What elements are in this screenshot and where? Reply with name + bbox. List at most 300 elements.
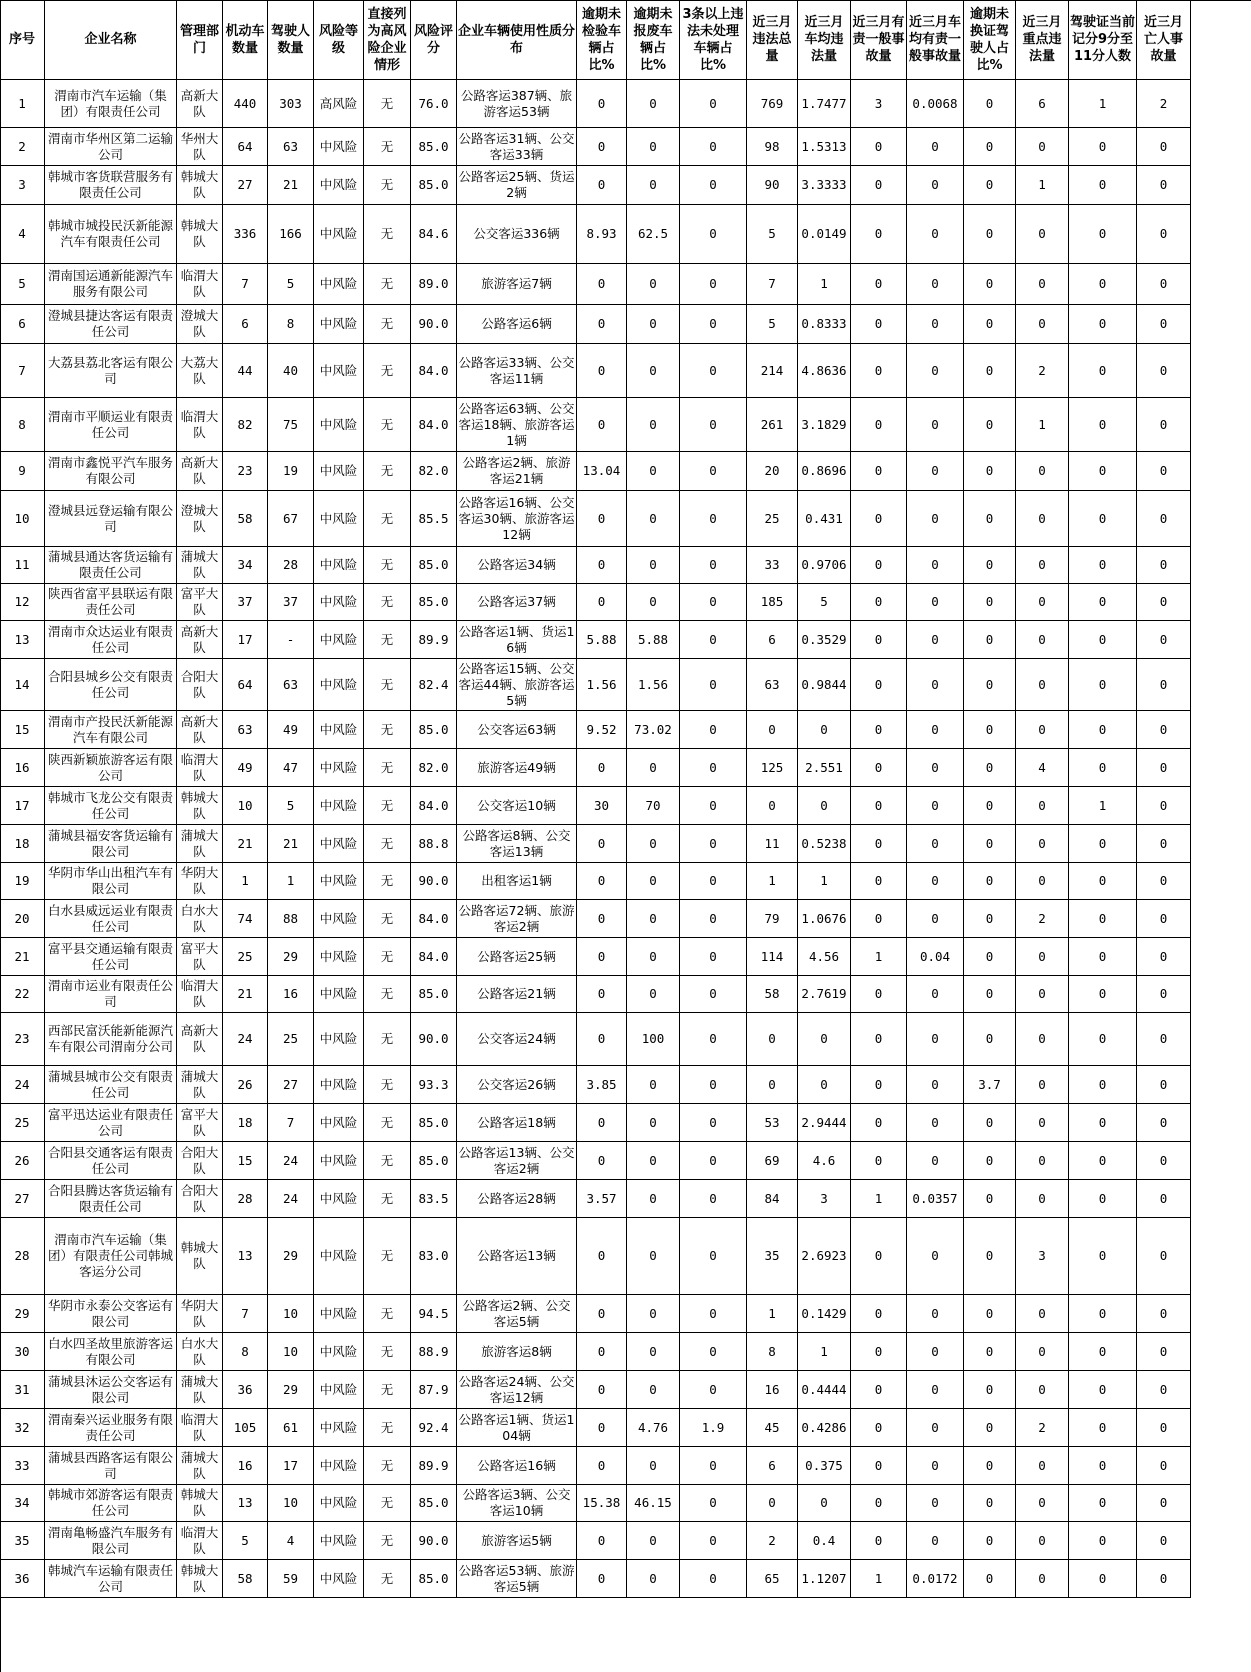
hdr-points-9-11-header: 驾驶证当前记分9分至11分人数 — [1069, 0, 1137, 80]
table-cell-accidents: 1 — [851, 1180, 907, 1218]
hdr-risk-score-header: 风险评分 — [411, 0, 457, 80]
table-cell-violations-total: 84 — [747, 1180, 798, 1218]
table-cell-risk-score: 85.0 — [411, 128, 457, 166]
table-cell-unhandled-violations: 0 — [680, 1447, 747, 1485]
table-cell-points-9-11: 0 — [1069, 128, 1137, 166]
hdr-vehicles-header: 机动车数量 — [223, 0, 268, 80]
table-cell-seq: 2 — [0, 128, 45, 166]
table-cell-usage: 公路客运2辆、公交客运5辆 — [457, 1295, 577, 1333]
table-cell-violations-per-vehicle: 1.1207 — [798, 1560, 851, 1598]
table-cell-overdue-inspection: 0 — [577, 1447, 627, 1485]
table-cell-points-9-11: 0 — [1069, 452, 1137, 491]
hdr-violations-total-header: 近三月违法总量 — [747, 0, 798, 80]
table-cell-seq: 22 — [0, 976, 45, 1013]
table-cell-key-violations: 4 — [1016, 749, 1069, 787]
table-cell-risk-level: 中风险 — [314, 825, 364, 863]
table-cell-fatal-accidents: 0 — [1137, 584, 1191, 621]
table-cell-overdue-license: 0 — [964, 80, 1016, 128]
hdr-violations-per-vehicle-header: 近三月车均违法量 — [798, 0, 851, 80]
table-cell-drivers: 19 — [268, 452, 314, 491]
table-cell-risk-level: 中风险 — [314, 452, 364, 491]
table-cell-violations-total: 0 — [747, 1485, 798, 1522]
table-cell-risk-level: 中风险 — [314, 1333, 364, 1371]
table-cell-unhandled-violations: 0 — [680, 205, 747, 264]
table-cell-dept: 华州大队 — [177, 128, 223, 166]
table-cell-fatal-accidents: 0 — [1137, 1013, 1191, 1066]
table-cell-usage: 公路客运37辆 — [457, 584, 577, 621]
table-cell-vehicles: 21 — [223, 825, 268, 863]
table-cell-drivers: 37 — [268, 584, 314, 621]
hdr-unhandled-violations-header: 3条以上违法未处理车辆占比% — [680, 0, 747, 80]
table-cell-key-violations: 0 — [1016, 264, 1069, 305]
table-cell-usage: 公路客运16辆、公交客运30辆、旅游客运12辆 — [457, 491, 577, 547]
table-cell-unhandled-violations: 0 — [680, 749, 747, 787]
table-cell-fatal-accidents: 0 — [1137, 1522, 1191, 1560]
table-cell-unhandled-violations: 0 — [680, 264, 747, 305]
table-cell-violations-per-vehicle: 4.56 — [798, 938, 851, 976]
table-cell-overdue-license: 0 — [964, 659, 1016, 711]
table-cell-overdue-license: 0 — [964, 863, 1016, 900]
table-cell-fatal-accidents: 0 — [1137, 1104, 1191, 1142]
table-cell-overdue-scrap: 0 — [627, 491, 680, 547]
table-cell-overdue-scrap: 0 — [627, 1104, 680, 1142]
table-cell-key-violations: 0 — [1016, 1371, 1069, 1409]
table-cell-accidents-per-vehicle: 0.0172 — [907, 1560, 964, 1598]
table-cell-risk-level: 中风险 — [314, 621, 364, 659]
table-cell-violations-total: 53 — [747, 1104, 798, 1142]
table-cell-accidents-per-vehicle: 0 — [907, 1485, 964, 1522]
table-cell-seq: 7 — [0, 344, 45, 398]
table-cell-seq: 26 — [0, 1142, 45, 1180]
hdr-dept-header: 管理部门 — [177, 0, 223, 80]
table-cell-seq: 23 — [0, 1013, 45, 1066]
table-cell-overdue-license: 0 — [964, 264, 1016, 305]
table-cell-dept: 高新大队 — [177, 452, 223, 491]
table-cell-key-violations: 0 — [1016, 452, 1069, 491]
table-cell-violations-total: 7 — [747, 264, 798, 305]
table-cell-key-violations: 0 — [1016, 659, 1069, 711]
table-cell-seq: 31 — [0, 1371, 45, 1409]
table-cell-accidents: 0 — [851, 1142, 907, 1180]
table-cell-violations-per-vehicle: 5 — [798, 584, 851, 621]
table-cell-vehicles: 26 — [223, 1066, 268, 1104]
table-cell-violations-per-vehicle: 4.8636 — [798, 344, 851, 398]
table-cell-key-violations: 0 — [1016, 1560, 1069, 1598]
table-cell-risk-level: 中风险 — [314, 1066, 364, 1104]
table-cell-risk-level: 中风险 — [314, 711, 364, 749]
table-cell-drivers: 63 — [268, 659, 314, 711]
table-cell-fatal-accidents: 0 — [1137, 1371, 1191, 1409]
table-cell-risk-level: 中风险 — [314, 547, 364, 584]
table-cell-company: 韩城市郊游客运有限责任公司 — [45, 1485, 177, 1522]
table-cell-dept: 蒲城大队 — [177, 825, 223, 863]
table-cell-fatal-accidents: 0 — [1137, 900, 1191, 938]
table-cell-overdue-scrap: 0 — [627, 1333, 680, 1371]
table-cell-vehicles: 8 — [223, 1333, 268, 1371]
table-cell-key-violations: 0 — [1016, 1104, 1069, 1142]
table-cell-risk-level: 中风险 — [314, 1104, 364, 1142]
table-cell-seq: 5 — [0, 264, 45, 305]
table-cell-unhandled-violations: 0 — [680, 398, 747, 452]
table-cell-unhandled-violations: 0 — [680, 1180, 747, 1218]
table-cell-accidents: 0 — [851, 863, 907, 900]
table-cell-dept: 富平大队 — [177, 938, 223, 976]
table-cell-accidents-per-vehicle: 0 — [907, 547, 964, 584]
table-cell-violations-per-vehicle: 2.551 — [798, 749, 851, 787]
table-cell-usage: 公路客运15辆、公交客运44辆、旅游客运5辆 — [457, 659, 577, 711]
table-cell-overdue-license: 0 — [964, 584, 1016, 621]
table-cell-overdue-license: 0 — [964, 344, 1016, 398]
table-cell-points-9-11: 0 — [1069, 1522, 1137, 1560]
table-cell-direct-high-risk: 无 — [364, 1142, 411, 1180]
table-cell-risk-level: 中风险 — [314, 1447, 364, 1485]
table-cell-overdue-scrap: 0 — [627, 1295, 680, 1333]
table-cell-usage: 公路客运1辆、货运16辆 — [457, 621, 577, 659]
table-cell-overdue-scrap: 0 — [627, 305, 680, 344]
table-cell-vehicles: 15 — [223, 1142, 268, 1180]
table-cell-overdue-license: 0 — [964, 1485, 1016, 1522]
table-cell-drivers: 7 — [268, 1104, 314, 1142]
table-cell-unhandled-violations: 0 — [680, 938, 747, 976]
table-cell-fatal-accidents: 0 — [1137, 398, 1191, 452]
table-cell-drivers: 17 — [268, 1447, 314, 1485]
table-cell-risk-level: 中风险 — [314, 1180, 364, 1218]
table-cell-drivers: 67 — [268, 491, 314, 547]
table-cell-fatal-accidents: 0 — [1137, 452, 1191, 491]
table-cell-drivers: - — [268, 621, 314, 659]
table-cell-vehicles: 58 — [223, 1560, 268, 1598]
table-cell-points-9-11: 0 — [1069, 264, 1137, 305]
table-cell-risk-level: 中风险 — [314, 1295, 364, 1333]
table-cell-accidents-per-vehicle: 0 — [907, 900, 964, 938]
table-cell-risk-level: 中风险 — [314, 1142, 364, 1180]
table-cell-dept: 韩城大队 — [177, 1485, 223, 1522]
table-cell-fatal-accidents: 0 — [1137, 1218, 1191, 1295]
table-cell-seq: 17 — [0, 787, 45, 825]
table-cell-risk-score: 84.6 — [411, 205, 457, 264]
table-cell-accidents-per-vehicle: 0 — [907, 1013, 964, 1066]
table-cell-vehicles: 17 — [223, 621, 268, 659]
table-cell-drivers: 5 — [268, 264, 314, 305]
table-cell-direct-high-risk: 无 — [364, 305, 411, 344]
table-cell-violations-total: 185 — [747, 584, 798, 621]
table-cell-usage: 出租客运1辆 — [457, 863, 577, 900]
table-cell-accidents-per-vehicle: 0.0357 — [907, 1180, 964, 1218]
table-cell-fatal-accidents: 0 — [1137, 1333, 1191, 1371]
table-cell-fatal-accidents: 0 — [1137, 491, 1191, 547]
table-cell-fatal-accidents: 0 — [1137, 1180, 1191, 1218]
table-cell-fatal-accidents: 0 — [1137, 659, 1191, 711]
table-cell-accidents-per-vehicle: 0 — [907, 1409, 964, 1447]
table-cell-overdue-license: 0 — [964, 1142, 1016, 1180]
table-cell-overdue-scrap: 0 — [627, 976, 680, 1013]
table-cell-overdue-scrap: 0 — [627, 1142, 680, 1180]
table-cell-company: 华阴市永泰公交客运有限公司 — [45, 1295, 177, 1333]
table-cell-overdue-license: 0 — [964, 621, 1016, 659]
table-cell-fatal-accidents: 0 — [1137, 128, 1191, 166]
table-cell-risk-level: 中风险 — [314, 787, 364, 825]
hdr-overdue-inspection-header: 逾期未检验车辆占比% — [577, 0, 627, 80]
table-cell-company: 白水四圣故里旅游客运有限公司 — [45, 1333, 177, 1371]
table-cell-accidents: 0 — [851, 264, 907, 305]
table-cell-risk-score: 88.9 — [411, 1333, 457, 1371]
table-cell-points-9-11: 1 — [1069, 787, 1137, 825]
table-cell-direct-high-risk: 无 — [364, 80, 411, 128]
table-cell-dept: 临渭大队 — [177, 976, 223, 1013]
table-cell-risk-score: 93.3 — [411, 1066, 457, 1104]
table-cell-violations-per-vehicle: 0.4286 — [798, 1409, 851, 1447]
table-cell-overdue-scrap: 0 — [627, 547, 680, 584]
table-cell-usage: 公路客运6辆 — [457, 305, 577, 344]
table-cell-overdue-license: 0 — [964, 1180, 1016, 1218]
table-cell-overdue-license: 0 — [964, 1104, 1016, 1142]
table-cell-overdue-scrap: 0 — [627, 825, 680, 863]
table-cell-accidents: 0 — [851, 584, 907, 621]
table-cell-points-9-11: 0 — [1069, 166, 1137, 205]
table-cell-usage: 公路客运72辆、旅游客运2辆 — [457, 900, 577, 938]
table-cell-direct-high-risk: 无 — [364, 825, 411, 863]
table-cell-direct-high-risk: 无 — [364, 547, 411, 584]
table-cell-usage: 公交客运24辆 — [457, 1013, 577, 1066]
table-cell-company: 陕西省富平县联运有限责任公司 — [45, 584, 177, 621]
table-cell-points-9-11: 0 — [1069, 749, 1137, 787]
table-cell-accidents: 0 — [851, 547, 907, 584]
table-cell-accidents: 1 — [851, 938, 907, 976]
table-cell-seq: 16 — [0, 749, 45, 787]
table-cell-accidents: 0 — [851, 659, 907, 711]
table-cell-unhandled-violations: 0 — [680, 1066, 747, 1104]
table-cell-overdue-inspection: 0 — [577, 1333, 627, 1371]
table-cell-accidents: 0 — [851, 1371, 907, 1409]
table-cell-accidents-per-vehicle: 0 — [907, 621, 964, 659]
table-cell-key-violations: 0 — [1016, 1295, 1069, 1333]
table-cell-usage: 公路客运63辆、公交客运18辆、旅游客运1辆 — [457, 398, 577, 452]
table-cell-direct-high-risk: 无 — [364, 398, 411, 452]
table-cell-risk-score: 90.0 — [411, 1013, 457, 1066]
table-cell-overdue-inspection: 15.38 — [577, 1485, 627, 1522]
table-cell-risk-level: 中风险 — [314, 584, 364, 621]
table-cell-points-9-11: 0 — [1069, 1066, 1137, 1104]
table-cell-violations-total: 63 — [747, 659, 798, 711]
table-cell-dept: 临渭大队 — [177, 264, 223, 305]
table-cell-direct-high-risk: 无 — [364, 711, 411, 749]
table-cell-points-9-11: 0 — [1069, 1485, 1137, 1522]
table-cell-violations-total: 16 — [747, 1371, 798, 1409]
table-cell-unhandled-violations: 0 — [680, 976, 747, 1013]
table-cell-direct-high-risk: 无 — [364, 900, 411, 938]
table-cell-key-violations: 0 — [1016, 1180, 1069, 1218]
table-cell-risk-level: 中风险 — [314, 863, 364, 900]
table-cell-usage: 公路客运25辆 — [457, 938, 577, 976]
table-cell-overdue-scrap: 0 — [627, 80, 680, 128]
table-cell-key-violations: 0 — [1016, 1485, 1069, 1522]
table-cell-violations-total: 98 — [747, 128, 798, 166]
table-cell-overdue-inspection: 0 — [577, 749, 627, 787]
table-cell-accidents-per-vehicle: 0 — [907, 863, 964, 900]
table-cell-vehicles: 440 — [223, 80, 268, 128]
table-cell-accidents: 0 — [851, 491, 907, 547]
table-cell-overdue-scrap: 0 — [627, 900, 680, 938]
hdr-accidents-header: 近三月有责一般事故量 — [851, 0, 907, 80]
table-cell-seq: 28 — [0, 1218, 45, 1295]
table-cell-accidents-per-vehicle: 0 — [907, 787, 964, 825]
table-cell-seq: 12 — [0, 584, 45, 621]
table-cell-overdue-inspection: 0 — [577, 976, 627, 1013]
table-cell-direct-high-risk: 无 — [364, 938, 411, 976]
table-cell-key-violations: 2 — [1016, 900, 1069, 938]
table-cell-risk-score: 85.0 — [411, 976, 457, 1013]
table-cell-vehicles: 21 — [223, 976, 268, 1013]
table-cell-risk-level: 中风险 — [314, 1409, 364, 1447]
table-cell-vehicles: 23 — [223, 452, 268, 491]
table-cell-vehicles: 24 — [223, 1013, 268, 1066]
table-cell-overdue-inspection: 9.52 — [577, 711, 627, 749]
table-cell-overdue-license: 0 — [964, 205, 1016, 264]
table-cell-violations-per-vehicle: 0.5238 — [798, 825, 851, 863]
table-cell-unhandled-violations: 0 — [680, 80, 747, 128]
table-cell-overdue-inspection: 0 — [577, 547, 627, 584]
table-cell-usage: 旅游客运5辆 — [457, 1522, 577, 1560]
table-cell-overdue-inspection: 0 — [577, 938, 627, 976]
table-cell-overdue-scrap: 4.76 — [627, 1409, 680, 1447]
table-cell-key-violations: 0 — [1016, 205, 1069, 264]
table-cell-unhandled-violations: 0 — [680, 305, 747, 344]
table-cell-accidents: 3 — [851, 80, 907, 128]
table-cell-accidents-per-vehicle: 0 — [907, 305, 964, 344]
table-cell-violations-per-vehicle: 0 — [798, 1013, 851, 1066]
table-cell-direct-high-risk: 无 — [364, 1409, 411, 1447]
table-cell-points-9-11: 0 — [1069, 621, 1137, 659]
table-cell-drivers: 10 — [268, 1485, 314, 1522]
table-cell-unhandled-violations: 0 — [680, 128, 747, 166]
table-cell-unhandled-violations: 0 — [680, 659, 747, 711]
table-cell-overdue-inspection: 8.93 — [577, 205, 627, 264]
table-cell-accidents-per-vehicle: 0 — [907, 1295, 964, 1333]
table-cell-dept: 韩城大队 — [177, 1560, 223, 1598]
table-cell-fatal-accidents: 0 — [1137, 1447, 1191, 1485]
table-cell-usage: 公路客运2辆、旅游客运21辆 — [457, 452, 577, 491]
table-cell-dept: 华阴大队 — [177, 1295, 223, 1333]
table-cell-dept: 韩城大队 — [177, 1218, 223, 1295]
hdr-direct-high-risk-header: 直接列为高风险企业情形 — [364, 0, 411, 80]
table-cell-violations-per-vehicle: 1.0676 — [798, 900, 851, 938]
table-cell-risk-level: 中风险 — [314, 1485, 364, 1522]
table-cell-usage: 公交客运336辆 — [457, 205, 577, 264]
table-cell-accidents-per-vehicle: 0 — [907, 1333, 964, 1371]
table-cell-key-violations: 0 — [1016, 1066, 1069, 1104]
table-cell-violations-per-vehicle: 0 — [798, 787, 851, 825]
table-cell-overdue-scrap: 0 — [627, 1447, 680, 1485]
table-cell-seq: 11 — [0, 547, 45, 584]
table-cell-drivers: 88 — [268, 900, 314, 938]
table-cell-dept: 富平大队 — [177, 1104, 223, 1142]
table-cell-dept: 临渭大队 — [177, 749, 223, 787]
table-cell-overdue-scrap: 0 — [627, 938, 680, 976]
table-cell-fatal-accidents: 0 — [1137, 547, 1191, 584]
table-cell-unhandled-violations: 0 — [680, 452, 747, 491]
table-cell-key-violations: 1 — [1016, 166, 1069, 205]
table-cell-accidents-per-vehicle: 0.0068 — [907, 80, 964, 128]
table-cell-key-violations: 0 — [1016, 1142, 1069, 1180]
table-cell-violations-per-vehicle: 0.4444 — [798, 1371, 851, 1409]
table-cell-vehicles: 336 — [223, 205, 268, 264]
table-cell-violations-total: 0 — [747, 1013, 798, 1066]
table-cell-accidents-per-vehicle: 0 — [907, 1104, 964, 1142]
table-cell-accidents: 0 — [851, 128, 907, 166]
table-cell-vehicles: 10 — [223, 787, 268, 825]
table-cell-seq: 9 — [0, 452, 45, 491]
table-cell-points-9-11: 0 — [1069, 1447, 1137, 1485]
table-cell-key-violations: 0 — [1016, 825, 1069, 863]
table-cell-violations-per-vehicle: 0.8696 — [798, 452, 851, 491]
table-cell-unhandled-violations: 0 — [680, 1013, 747, 1066]
table-cell-risk-level: 中风险 — [314, 205, 364, 264]
table-cell-points-9-11: 0 — [1069, 1295, 1137, 1333]
table-cell-risk-score: 85.0 — [411, 1485, 457, 1522]
table-cell-points-9-11: 0 — [1069, 1013, 1137, 1066]
table-cell-accidents: 0 — [851, 1485, 907, 1522]
table-cell-drivers: 16 — [268, 976, 314, 1013]
table-cell-company: 渭南秦兴运业服务有限责任公司 — [45, 1409, 177, 1447]
table-cell-company: 蒲城县西路客运有限公司 — [45, 1447, 177, 1485]
table-cell-fatal-accidents: 0 — [1137, 825, 1191, 863]
table-cell-dept: 韩城大队 — [177, 787, 223, 825]
table-cell-seq: 18 — [0, 825, 45, 863]
table-cell-violations-per-vehicle: 3.3333 — [798, 166, 851, 205]
table-cell-company: 合阳县城乡公交有限责任公司 — [45, 659, 177, 711]
table-cell-risk-score: 84.0 — [411, 938, 457, 976]
table-cell-overdue-inspection: 0 — [577, 1013, 627, 1066]
table-cell-risk-level: 中风险 — [314, 1013, 364, 1066]
table-cell-accidents-per-vehicle: 0 — [907, 1522, 964, 1560]
table-cell-overdue-scrap: 0 — [627, 1522, 680, 1560]
table-cell-overdue-scrap: 0 — [627, 1218, 680, 1295]
table-cell-risk-score: 88.8 — [411, 825, 457, 863]
table-cell-key-violations: 0 — [1016, 1333, 1069, 1371]
table-cell-points-9-11: 0 — [1069, 711, 1137, 749]
table-cell-key-violations: 0 — [1016, 547, 1069, 584]
table-cell-usage: 旅游客运49辆 — [457, 749, 577, 787]
table-cell-violations-total: 90 — [747, 166, 798, 205]
table-cell-risk-level: 高风险 — [314, 80, 364, 128]
table-cell-overdue-scrap: 62.5 — [627, 205, 680, 264]
table-cell-dept: 合阳大队 — [177, 659, 223, 711]
table-cell-points-9-11: 0 — [1069, 491, 1137, 547]
table-cell-risk-score: 85.5 — [411, 491, 457, 547]
table-cell-unhandled-violations: 0 — [680, 547, 747, 584]
table-cell-drivers: 59 — [268, 1560, 314, 1598]
table-cell-company: 蒲城县通达客货运输有限责任公司 — [45, 547, 177, 584]
table-cell-accidents-per-vehicle: 0 — [907, 398, 964, 452]
hdr-overdue-license-header: 逾期未换证驾驶人占比% — [964, 0, 1016, 80]
table-cell-fatal-accidents: 0 — [1137, 305, 1191, 344]
table-cell-violations-per-vehicle: 4.6 — [798, 1142, 851, 1180]
table-cell-points-9-11: 0 — [1069, 1560, 1137, 1598]
table-cell-violations-per-vehicle: 0.9844 — [798, 659, 851, 711]
table-cell-vehicles: 82 — [223, 398, 268, 452]
table-cell-unhandled-violations: 0 — [680, 825, 747, 863]
table-cell-key-violations: 0 — [1016, 976, 1069, 1013]
table-cell-points-9-11: 0 — [1069, 863, 1137, 900]
table-cell-direct-high-risk: 无 — [364, 452, 411, 491]
table-cell-usage: 公路客运53辆、旅游客运5辆 — [457, 1560, 577, 1598]
table-cell-usage: 公路客运28辆 — [457, 1180, 577, 1218]
table-cell-company: 蒲城县城市公交有限责任公司 — [45, 1066, 177, 1104]
table-cell-drivers: 25 — [268, 1013, 314, 1066]
table-cell-risk-score: 84.0 — [411, 787, 457, 825]
table-cell-overdue-scrap: 1.56 — [627, 659, 680, 711]
table-cell-vehicles: 34 — [223, 547, 268, 584]
